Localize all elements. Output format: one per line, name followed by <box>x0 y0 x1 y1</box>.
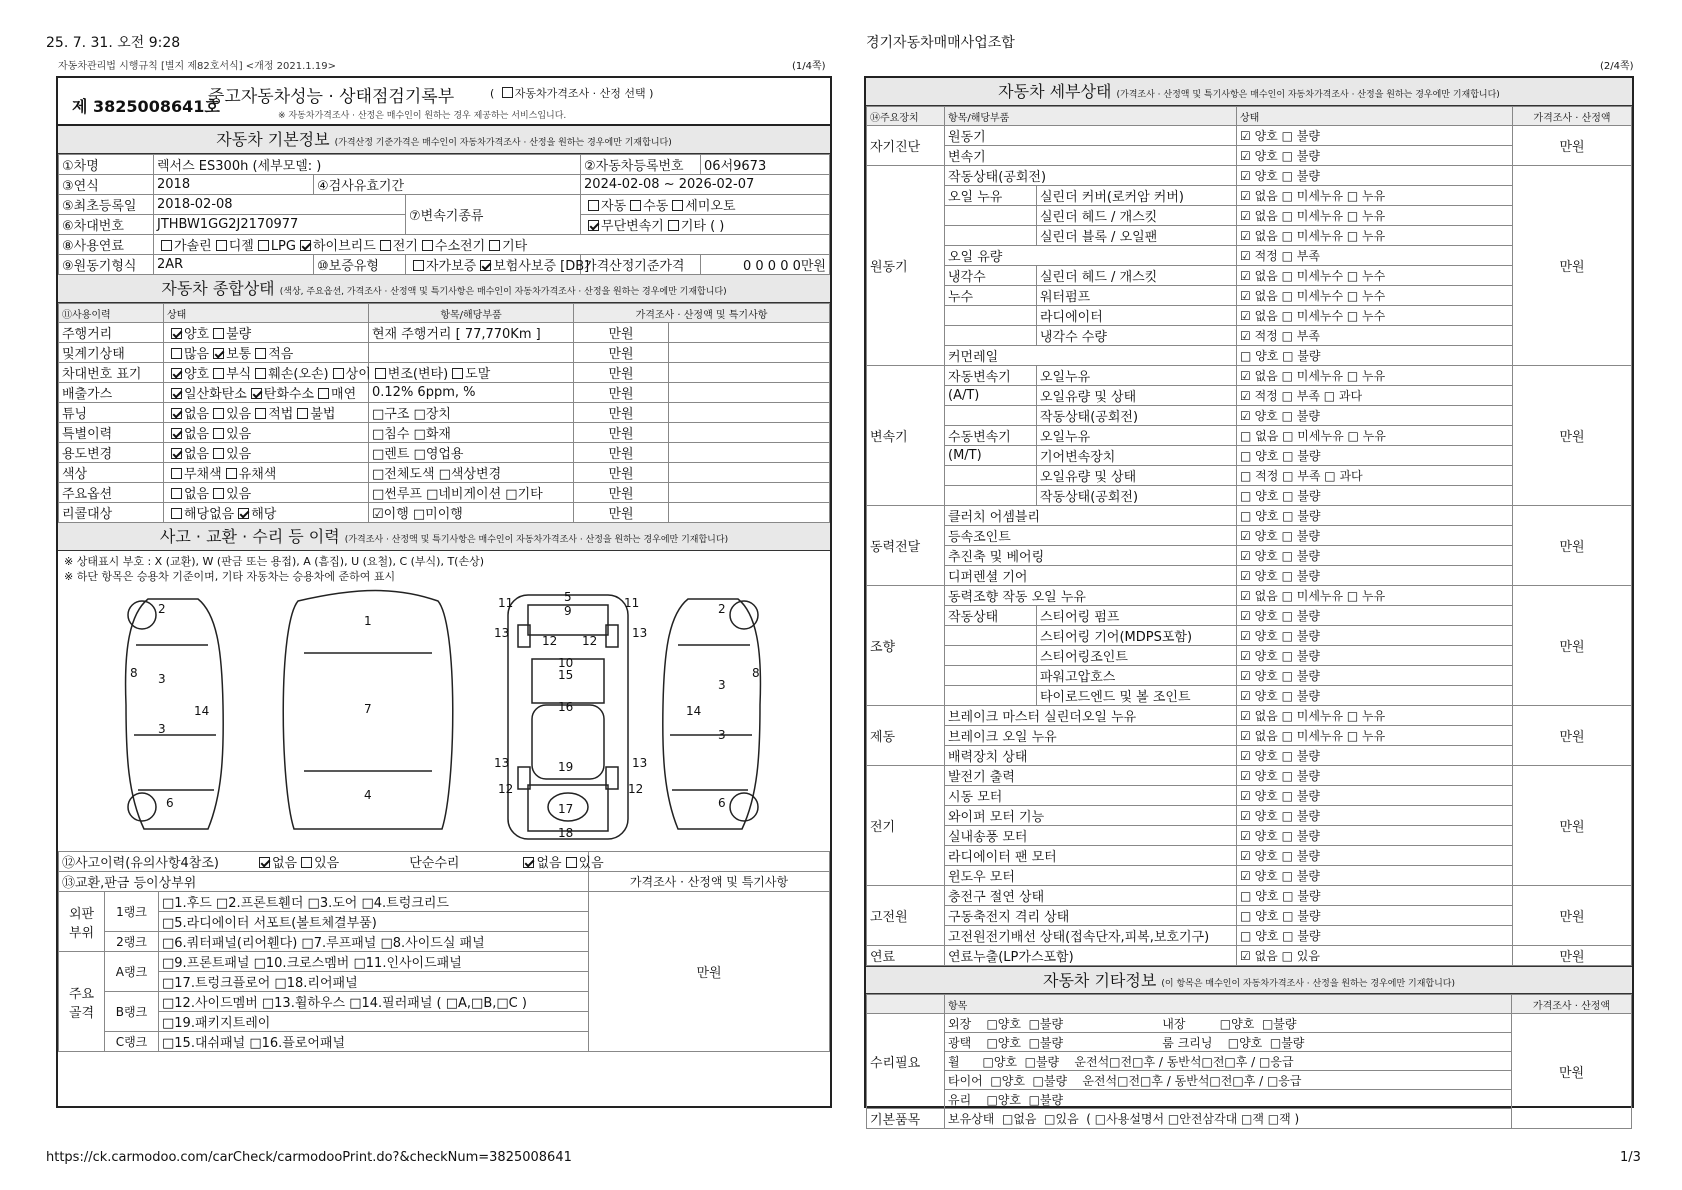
rank-row: 외판 부위 1랭크 □1.후드 □2.프론트휀더 □3.도어 □4.트렁크리드 만원 <box>59 892 830 912</box>
rank-row: □17.트렁크플로어 □18.리어패널 <box>59 972 830 992</box>
checkbox-option[interactable]: 수동 <box>626 199 668 214</box>
detail-row: (M/T) 기어변속장치 □ 양호 □ 불량 <box>867 446 1632 466</box>
detail-row: 실린더 헤드 / 개스킷 ☑ 없음 □ 미세누유 □ 누유 <box>867 206 1632 226</box>
legend-symbols: ※ 상태표시 부호 : X (교환), W (판금 또는 용접), A (흠집), U (요철), C (부식), T(손상) <box>64 555 485 568</box>
rank-row: 주요 골격 A랭크 □9.프론트패널 □10.크로스멤버 □11.인사이드패널 <box>59 952 830 972</box>
detail-row: 전기 발전기 출력 ☑ 양호 □ 불량 만원 <box>867 766 1632 786</box>
checkbox-option[interactable]: 전기 <box>376 239 418 254</box>
price-option[interactable]: ( 자동차가격조사 · 산정 선택 ) <box>490 87 654 100</box>
checkbox-option[interactable]: 가솔린 <box>157 239 212 254</box>
detail-row: 자기진단 원동기 ☑ 양호 □ 불량 만원 <box>867 126 1632 146</box>
doc-note: ※ 자동차가격조사 · 산정은 매수인이 원하는 경우 제공하는 서비스입니다. <box>278 111 567 121</box>
car-diagram <box>58 585 828 847</box>
checkbox-option[interactable]: 없음 <box>167 487 209 502</box>
detail-row: 작동상태(공회전) ☑ 양호 □ 불량 <box>867 406 1632 426</box>
svg-text:1: 1 <box>364 614 372 628</box>
summary-row: 주행거리 양호 불량 현재 주행거리 [ 77,770Km ] 만원 <box>59 323 830 343</box>
svg-text:3: 3 <box>718 678 726 692</box>
etc-row: 타이어 □양호 □불량 운전석□전□후 / 동반석□전□후 / □응급 <box>867 1071 1632 1090</box>
detail-heading: 자동차 세부상태 (가격조사 · 산정액 및 특기사항은 매수인이 자동차가격조사 · 산정을 원하는 경우에만 기재합니다) <box>866 78 1632 106</box>
svg-text:15: 15 <box>558 668 574 682</box>
etc-row: 기본품목 보유상태 □없음 □있음 ( □사용설명서 □안전삼각대 □잭 □잭 ) <box>867 1109 1632 1129</box>
svg-text:2: 2 <box>158 602 166 616</box>
detail-row: 냉각수 수량 ☑ 적정 □ 부족 <box>867 326 1632 346</box>
svg-text:13: 13 <box>632 626 648 640</box>
svg-text:3: 3 <box>718 728 726 742</box>
print-datetime: 25. 7. 31. 오전 9:28 <box>46 35 181 51</box>
svg-text:12: 12 <box>542 634 558 648</box>
form-reference: 자동차관리법 시행규칙 [별지 제82호서식] <개정 2021.1.19> <box>58 61 336 72</box>
svg-text:14: 14 <box>686 704 702 718</box>
checkbox-option[interactable]: 있음 <box>297 856 339 871</box>
car-diagram-area <box>58 551 830 851</box>
basic-heading: 자동차 기본정보 (가격산정 기준가격은 매수인이 자동차가격조사 · 산정을 원하는 경우에만 기재합니다) <box>58 126 830 154</box>
checkbox-option[interactable]: 없음 <box>255 856 297 871</box>
checkbox-option[interactable]: 적음 <box>251 347 293 362</box>
svg-text:5: 5 <box>564 590 572 604</box>
doc-title: 중고자동차성능 · 상태점검기록부 <box>208 87 455 107</box>
checkbox-option[interactable]: 있음 <box>209 447 251 462</box>
accident-heading: 사고 · 교환 · 수리 등 이력 (가격조사 · 산정액 및 특기사항은 매수인이 자동차가격조사 · 산정을 원하는 경우에만 기재합니다) <box>58 523 830 551</box>
detail-row: 스티어링 기어(MDPS포함) ☑ 양호 □ 불량 <box>867 626 1632 646</box>
svg-text:3: 3 <box>158 672 166 686</box>
checkbox-option[interactable]: LPG <box>254 239 296 254</box>
detail-row: 스티어링조인트 ☑ 양호 □ 불량 <box>867 646 1632 666</box>
detail-row: 실내송풍 모터 ☑ 양호 □ 불량 <box>867 826 1632 846</box>
svg-text:13: 13 <box>494 626 510 640</box>
svg-text:11: 11 <box>498 596 514 610</box>
checkbox-option[interactable]: 무채색 <box>167 467 222 482</box>
summary-row: 특별이력 없음 있음 □침수 □화재 만원 <box>59 423 830 443</box>
svg-text:10: 10 <box>558 656 574 670</box>
svg-text:16: 16 <box>558 700 574 714</box>
svg-text:4: 4 <box>364 788 372 802</box>
checkbox-option[interactable]: 자동 <box>584 199 626 214</box>
detail-row: 구동축전지 격리 상태 □ 양호 □ 불량 <box>867 906 1632 926</box>
detail-row: 배력장치 상태 ☑ 양호 □ 불량 <box>867 746 1632 766</box>
svg-text:14: 14 <box>194 704 210 718</box>
detail-row: 디퍼렌셜 기어 ☑ 양호 □ 불량 <box>867 566 1632 586</box>
detail-row: 원동기 작동상태(공회전) ☑ 양호 □ 불량 만원 <box>867 166 1632 186</box>
detail-row: 오일유량 및 상태 □ 적정 □ 부족 □ 과다 <box>867 466 1632 486</box>
detail-row: 시동 모터 ☑ 양호 □ 불량 <box>867 786 1632 806</box>
detail-row: 커먼레일 □ 양호 □ 불량 <box>867 346 1632 366</box>
detail-row: 타이로드엔드 및 볼 조인트 ☑ 양호 □ 불량 <box>867 686 1632 706</box>
checkbox-option[interactable]: 많음 <box>167 347 209 362</box>
etc-row: 휠 □양호 □불량 운전석□전□후 / 동반석□전□후 / □응급 <box>867 1052 1632 1071</box>
checkbox-option[interactable]: 기타 <box>485 239 527 254</box>
detail-row: 동력전달 클러치 어셈블리 □ 양호 □ 불량 만원 <box>867 506 1632 526</box>
detail-row: 고전원 충전구 절연 상태 □ 양호 □ 불량 만원 <box>867 886 1632 906</box>
checkbox-option[interactable]: 도말 <box>448 367 490 382</box>
summary-row: 차대번호 표기 양호 부식 훼손(오손) 상이 변조(변타) 도말 만원 <box>59 363 830 383</box>
svg-text:3: 3 <box>158 722 166 736</box>
detail-row: 라디에이터 팬 모터 ☑ 양호 □ 불량 <box>867 846 1632 866</box>
checkbox-option[interactable]: 해당없음 <box>167 507 234 522</box>
checkbox-option[interactable]: 없음 <box>167 407 209 422</box>
rank-row: 2랭크 □6.쿼터패널(리어휀다) □7.루프패널 □8.사이드실 패널 <box>59 932 830 952</box>
checkbox-option[interactable]: 불량 <box>209 327 251 342</box>
svg-text:7: 7 <box>364 702 372 716</box>
detail-row: 라디에이터 ☑ 없음 □ 미세누수 □ 누수 <box>867 306 1632 326</box>
page1-number: (1/4쪽) <box>792 61 826 72</box>
checkbox-option[interactable]: 변조(변타) <box>371 367 448 382</box>
basic-table: ①차명 렉서스 ES300h (세부모델: ) ②자동차등록번호 06서9673 ③연식 2018 ④검사유효기간 2024-02-08 ~ 2026-02-07 ⑤최초등록일 2018-02-08 ⑦변속기종류 자동 수동 세미오토 ⑥차대번호 JTHBW1GG2J2170977 무단변속기 기타 ( ) ⑧사용연료 가솔린 디젤 LPG 하이브리드 전기 수소전기 기타 ⑨원동기형식 2AR ⑩보증유형 자가보증 보험사보증 [DB] 가격산정기준가격 0 0 0 0 0만원 <box>58 154 830 275</box>
svg-text:6: 6 <box>166 796 174 810</box>
detail-row: 변속기 자동변속기 오일누유 ☑ 없음 □ 미세누유 □ 누유 만원 <box>867 366 1632 386</box>
svg-text:8: 8 <box>752 666 760 680</box>
page2-number: (2/4쪽) <box>1600 61 1634 72</box>
checkbox-option[interactable]: 있음 <box>209 487 251 502</box>
doc-header <box>58 78 830 126</box>
summary-row: 주요옵션 없음 있음 □썬루프 □네비게이션 □기타 만원 <box>59 483 830 503</box>
checkbox-option[interactable]: 없음 <box>167 447 209 462</box>
svg-text:12: 12 <box>582 634 598 648</box>
checkbox-option[interactable]: 없음 <box>519 856 561 871</box>
footer-url[interactable]: https://ck.carmodoo.com/carCheck/carmodooPrint.do?&checkNum=3825008641 <box>46 1150 572 1165</box>
detail-row: 누수 워터펌프 ☑ 없음 □ 미세누수 □ 누수 <box>867 286 1632 306</box>
svg-text:11: 11 <box>624 596 640 610</box>
checkbox-option[interactable]: 탄화수소 <box>247 387 314 402</box>
checkbox-option[interactable]: 하이브리드 <box>296 239 376 254</box>
page1-sheet <box>56 76 832 1108</box>
checkbox-option[interactable]: 무단변속기 <box>584 219 664 234</box>
detail-row: 조향 동력조향 작동 오일 누유 ☑ 없음 □ 미세누유 □ 누유 만원 <box>867 586 1632 606</box>
checkbox-option[interactable]: 없음 <box>167 427 209 442</box>
rank-row: □19.패키지트레이 <box>59 1012 830 1032</box>
summary-row: 리콜대상 해당없음 해당 ☑이행 □미이행 만원 <box>59 503 830 523</box>
checkbox-option[interactable]: 유채색 <box>222 467 277 482</box>
detail-row: 등속조인트 ☑ 양호 □ 불량 <box>867 526 1632 546</box>
detail-row: 파워고압호스 ☑ 양호 □ 불량 <box>867 666 1632 686</box>
svg-text:17: 17 <box>558 802 574 816</box>
checkbox-option[interactable]: 있음 <box>562 856 604 871</box>
detail-row: 윈도우 모터 ☑ 양호 □ 불량 <box>867 866 1632 886</box>
page2-sheet <box>864 76 1634 1128</box>
summary-row: 튜닝 없음 있음 적법 불법 □구조 □장치 만원 <box>59 403 830 423</box>
checkbox-option[interactable]: 수소전기 <box>418 239 485 254</box>
rank-row: □5.라디에이터 서포트(볼트체결부품) <box>59 912 830 932</box>
checkbox-option[interactable]: 훼손(오손) <box>251 367 328 382</box>
summary-row: 색상 무채색 유채색 □전체도색 □색상변경 만원 <box>59 463 830 483</box>
detail-row: 연료 연료누출(LP가스포함) ☑ 없음 □ 있음 만원 <box>867 946 1632 966</box>
checkbox-option[interactable]: 불법 <box>293 407 335 422</box>
summary-row: 및계기상태 많음 보통 적음 만원 <box>59 343 830 363</box>
detail-row: 제동 브레이크 마스터 실린더오일 누유 ☑ 없음 □ 미세누유 □ 누유 만원 <box>867 706 1632 726</box>
checkbox-option[interactable]: 해당 <box>234 507 276 522</box>
detail-row: 추진축 및 베어링 ☑ 양호 □ 불량 <box>867 546 1632 566</box>
svg-text:9: 9 <box>564 604 572 618</box>
detail-row: 변속기 ☑ 양호 □ 불량 <box>867 146 1632 166</box>
etc-row: 유리 □양호 □불량 <box>867 1090 1632 1109</box>
detail-row: 오일 유량 ☑ 적정 □ 부족 <box>867 246 1632 266</box>
checkbox-option[interactable]: 있음 <box>209 407 251 422</box>
checkbox-option[interactable]: 양호 <box>167 327 209 342</box>
svg-text:6: 6 <box>718 796 726 810</box>
checkbox-option[interactable]: 세미오토 <box>668 199 735 214</box>
summary-table: ⑪사용이력 상태 항목/해당부품 가격조사 · 산정액 및 특기사항 주행거리 양호 불량 현재 주행거리 [ 77,770Km ] 만원 및계기상태 많음 보통 적음 만원 차대번호 표기 양호 부식 훼손(오손) 상이 변조(변타) 도말 만원 배출가스 일산화탄소 탄화수소 매연 0.12% 6ppm, % 만원 튜닝 없음 있음 적법 불법 □구조 □장치 만원 특별이력 없음 있음 □침수 □화재 만원 용도변경 없음 있음 □렌트 □영업용 만원 색상 무채색 유채색 □전체도색 □색상변경 만원 주요옵션 없음 있음 □썬루프 □네비게이션 □기타 만원 리콜대상 해당없음 해당 ☑이행 □미이행 만원 <box>58 303 830 523</box>
svg-text:2: 2 <box>718 602 726 616</box>
detail-row: 수동변속기 오일누유 □ 없음 □ 미세누유 □ 누유 <box>867 426 1632 446</box>
checkbox-option[interactable]: 디젤 <box>212 239 254 254</box>
detail-row: 브레이크 오일 누유 ☑ 없음 □ 미세누유 □ 누유 <box>867 726 1632 746</box>
rank-row: C랭크 □15.대쉬패널 □16.플로어패널 <box>59 1032 830 1052</box>
legend-note: ※ 하단 항목은 승용차 기준이며, 기타 자동차는 승용차에 준하여 표시 <box>64 570 396 583</box>
org-name: 경기자동차매매사업조합 <box>866 35 1015 51</box>
checkbox-option[interactable]: 기타 ( ) <box>664 219 725 234</box>
checkbox-option[interactable]: 있음 <box>209 427 251 442</box>
checkbox-option[interactable]: 매연 <box>314 387 356 402</box>
summary-row: 용도변경 없음 있음 □렌트 □영업용 만원 <box>59 443 830 463</box>
checkbox-option[interactable]: 부식 <box>209 367 251 382</box>
checkbox-option[interactable]: 양호 <box>167 367 209 382</box>
summary-row: 배출가스 일산화탄소 탄화수소 매연 0.12% 6ppm, % 만원 <box>59 383 830 403</box>
svg-text:18: 18 <box>558 826 574 840</box>
etc-row: 광택 □양호 □불량 룸 크리닝 □양호 □불량 <box>867 1033 1632 1052</box>
checkbox-option[interactable]: 일산화탄소 <box>167 387 247 402</box>
accident-table: ⑫사고이력(유의사항4참조) 없음 있음 단순수리 없음 있음 ⑬교환,판금 등이상부위 가격조사 · 산정액 및 특기사항 외판 부위 1랭크 □1.후드 □2.프론트휀더 □3.도어 □4.트렁크리드 만원 □5.라디에이터 서포트(볼트체결부품) 2랭크 □6.쿼터패널(리어휀다) □7.루프패널 □8.사이드실 패널 주요 골격 A랭크 □9.프론트패널 □10.크로스멤버 □11.인사이드패널 □17.트렁크플로어 □18.리어패널 B랭크 □12.사이드멤버 □13.휠하우스 □14.필러패널 ( □A,□B,□C ) □19.패키지트레이 C랭크 □15.대쉬패널 □16.플로어패널 <box>58 851 830 1052</box>
footer-page: 1/3 <box>1620 1150 1641 1165</box>
checkbox-option[interactable]: 상이 <box>329 367 371 382</box>
detail-row: 고전원전기배선 상태(접속단자,피복,보호기구) □ 양호 □ 불량 <box>867 926 1632 946</box>
etc-row: 수리필요 외장 □양호 □불량 내장 □양호 □불량 만원 <box>867 1014 1632 1033</box>
checkbox-option[interactable]: 자가보증 <box>409 259 476 274</box>
checkbox-option[interactable]: 보통 <box>209 347 251 362</box>
detail-table: ⑭주요장치 항목/해당부품 상태 가격조사 · 산정액 자기진단 원동기 ☑ 양호 □ 불량 만원 변속기 ☑ 양호 □ 불량 원동기 작동상태(공회전) ☑ 양호 □ 불량 만원 오일 누유 실린더 커버(로커암 커버) ☑ 없음 □ 미세누유 □ 누유 실린더 헤드 / 개스킷 ☑ 없음 □ 미세누유 □ 누유 실린더 블록 / 오일팬 ☑ 없음 □ 미세누유 □ 누유 오일 유량 ☑ 적정 □ 부족 냉각수 실린더 헤드 / 개스킷 ☑ 없음 □ 미세누수 □ 누수 누수 워터펌프 ☑ 없음 □ 미세누수 □ 누수 라디에이터 ☑ 없음 □ 미세누수 □ 누수 냉각수 수량 ☑ 적정 □ 부족 커먼레일 □ 양호 □ 불량 변속기 자동변속기 오일누유 ☑ 없음 □ 미세누유 □ 누유 만원 (A/T) 오일유량 및 상태 ☑ 적정 □ 부족 □ 과다 작동상태(공회전) ☑ 양호 □ 불량 수동변속기 오일누유 □ 없음 □ 미세누유 □ 누유 (M/T) 기어변속장치 □ 양호 □ 불량 오일유량 및 상태 □ 적정 □ 부족 □ 과다 작동상태(공회전) □ 양호 □ 불량 동력전달 클러치 어셈블리 □ 양호 □ 불량 만원 등속조인트 ☑ 양호 □ 불량 추진축 및 베어링 ☑ 양호 □ 불량 디퍼렌셜 기어 ☑ 양호 □ 불량 조향 동력조향 작동 오일 누유 ☑ 없음 □ 미세누유 □ 누유 만원 작동상태 스티어링 펌프 ☑ 양호 □ 불량 스티어링 기어(MDPS포함) ☑ 양호 □ 불량 스티어링조인트 ☑ 양호 □ 불량 파워고압호스 ☑ 양호 □ 불량 타이로드엔드 및 볼 조인트 ☑ 양호 □ 불량 제동 브레이크 마스터 실린더오일 누유 ☑ 없음 □ 미세누유 □ 누유 만원 브레이크 오일 누유 ☑ 없음 □ 미세누유 □ 누유 배력장치 상태 ☑ 양호 □ 불량 전기 발전기 출력 ☑ 양호 □ 불량 만원 시동 모터 ☑ 양호 □ 불량 와이퍼 모터 기능 ☑ 양호 □ 불량 실내송풍 모터 ☑ 양호 □ 불량 라디에이터 팬 모터 ☑ 양호 □ 불량 윈도우 모터 ☑ 양호 □ 불량 고전원 충전구 절연 상태 □ 양호 □ 불량 만원 구동축전지 격리 상태 □ 양호 □ 불량 고전원전기배선 상태(접속단자,피복,보호기구) □ 양호 □ 불량 연료 연료누출(LP가스포함) ☑ 없음 □ 있음 만원 <box>866 106 1632 966</box>
detail-row: 와이퍼 모터 기능 ☑ 양호 □ 불량 <box>867 806 1632 826</box>
svg-text:12: 12 <box>628 782 644 796</box>
etc-table: 항목 가격조사 · 산정액 수리필요 외장 □양호 □불량 내장 □양호 □불량 만원 광택 □양호 □불량 룸 크리닝 □양호 □불량 휠 □양호 □불량 운전석□전□후 / 동반석□전□후 / □응급 타이어 □양호 □불량 운전석□전□후 / 동반석□전□후 / □응급 유리 □양호 □불량 기본품목 보유상태 □없음 □있음 ( □사용설명서 □안전삼각대 □잭 □잭 ) <box>866 994 1632 1129</box>
doc-number: 제 3825008641호 <box>72 97 220 116</box>
detail-row: 실린더 블록 / 오일팬 ☑ 없음 □ 미세누유 □ 누유 <box>867 226 1632 246</box>
detail-row: 냉각수 실린더 헤드 / 개스킷 ☑ 없음 □ 미세누수 □ 누수 <box>867 266 1632 286</box>
etc-heading: 자동차 기타정보 (이 항목은 매수인이 자동차가격조사 · 산정을 원하는 경우에만 기재합니다) <box>866 966 1632 994</box>
detail-row: 오일 누유 실린더 커버(로커암 커버) ☑ 없음 □ 미세누유 □ 누유 <box>867 186 1632 206</box>
detail-row: (A/T) 오일유량 및 상태 ☑ 적정 □ 부족 □ 과다 <box>867 386 1632 406</box>
svg-text:8: 8 <box>130 666 138 680</box>
rank-row: B랭크 □12.사이드멤버 □13.휠하우스 □14.필러패널 ( □A,□B,□C ) <box>59 992 830 1012</box>
checkbox-option[interactable]: 적법 <box>251 407 293 422</box>
svg-text:13: 13 <box>632 756 648 770</box>
svg-text:19: 19 <box>558 760 574 774</box>
svg-text:12: 12 <box>498 782 514 796</box>
detail-row: 작동상태 스티어링 펌프 ☑ 양호 □ 불량 <box>867 606 1632 626</box>
summary-heading: 자동차 종합상태 (색상, 주요옵션, 가격조사 · 산정액 및 특기사항은 매수인이 자동차가격조사 · 산정을 원하는 경우에만 기재합니다) <box>58 275 830 303</box>
checkbox-option[interactable]: 보험사보증 <box>476 259 556 274</box>
svg-text:13: 13 <box>494 756 510 770</box>
detail-row: 작동상태(공회전) □ 양호 □ 불량 <box>867 486 1632 506</box>
